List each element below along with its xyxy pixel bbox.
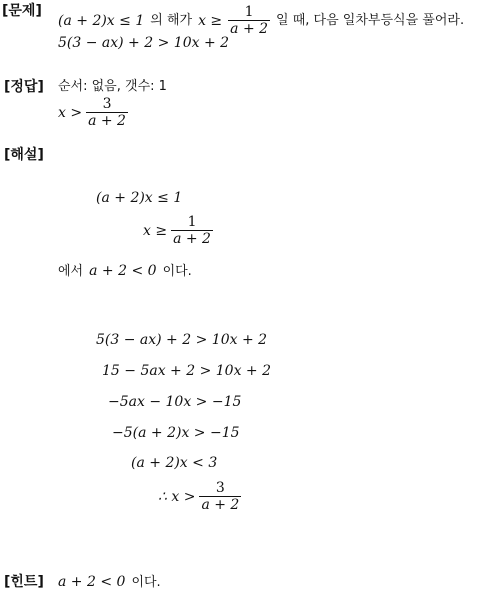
solution-final-numerator: 3 (199, 480, 241, 497)
solution-label: [해설] (4, 147, 44, 163)
answer-meta: 순서: 없음, 갯수: 1 (58, 79, 167, 94)
condition-inequality: (a + 2)x ≤ 1 (58, 12, 145, 29)
solution-step-2: 15 − 5ax + 2 > 10x + 2 (102, 363, 272, 379)
problem-inequality: 5(3 − ax) + 2 > 10x + 2 (58, 35, 230, 51)
problem-text-a: 의 해가 (150, 13, 193, 29)
solution-note (58, 264, 192, 278)
solution-final-denominator: a + 2 (201, 497, 240, 514)
solution-step-4: −5(a + 2)x > −15 (112, 425, 240, 441)
solution-note-suffix: 이다. (162, 263, 192, 279)
answer-fraction (86, 96, 128, 129)
answer-label: [정답] (4, 79, 44, 95)
problem-label: [문제] (2, 3, 42, 19)
solution-line-2-fraction (171, 214, 213, 247)
hint-content (58, 575, 161, 589)
solution-final-lhs: ∴ x > (158, 488, 196, 505)
solution-line-2-denominator: a + 2 (173, 231, 211, 248)
answer-lhs: x > (58, 104, 83, 121)
solution-note-prefix: 에서 (58, 263, 84, 279)
answer-numerator: 3 (86, 96, 128, 113)
solution-line-2-lhs: x ≥ (143, 222, 168, 239)
solution-line-2 (143, 214, 213, 247)
hint-expression: a + 2 < 0 (58, 574, 126, 590)
condition-fraction (228, 4, 270, 37)
hint-label: [힌트] (4, 574, 44, 590)
fraction-numerator: 1 (228, 4, 270, 21)
solution-line-2-numerator: 1 (171, 214, 213, 231)
solution-step-3: −5ax − 10x > −15 (108, 394, 242, 410)
solution-line-1: (a + 2)x ≤ 1 (96, 190, 183, 206)
solution-final-fraction (199, 480, 241, 513)
solution-final (158, 480, 241, 513)
solution-note-expression: a + 2 < 0 (89, 263, 157, 279)
problem-statement (58, 4, 464, 37)
condition-x: x ≥ (198, 12, 223, 29)
fraction-denominator: a + 2 (230, 21, 269, 38)
answer-denominator: a + 2 (88, 113, 126, 130)
solution-step-1: 5(3 − ax) + 2 > 10x + 2 (96, 332, 268, 348)
answer-expression (58, 96, 128, 129)
solution-step-5: (a + 2)x < 3 (131, 455, 218, 471)
hint-suffix: 이다. (131, 574, 161, 590)
problem-text-b: 일 때, 다음 일차부등식을 풀어라. (276, 13, 465, 29)
